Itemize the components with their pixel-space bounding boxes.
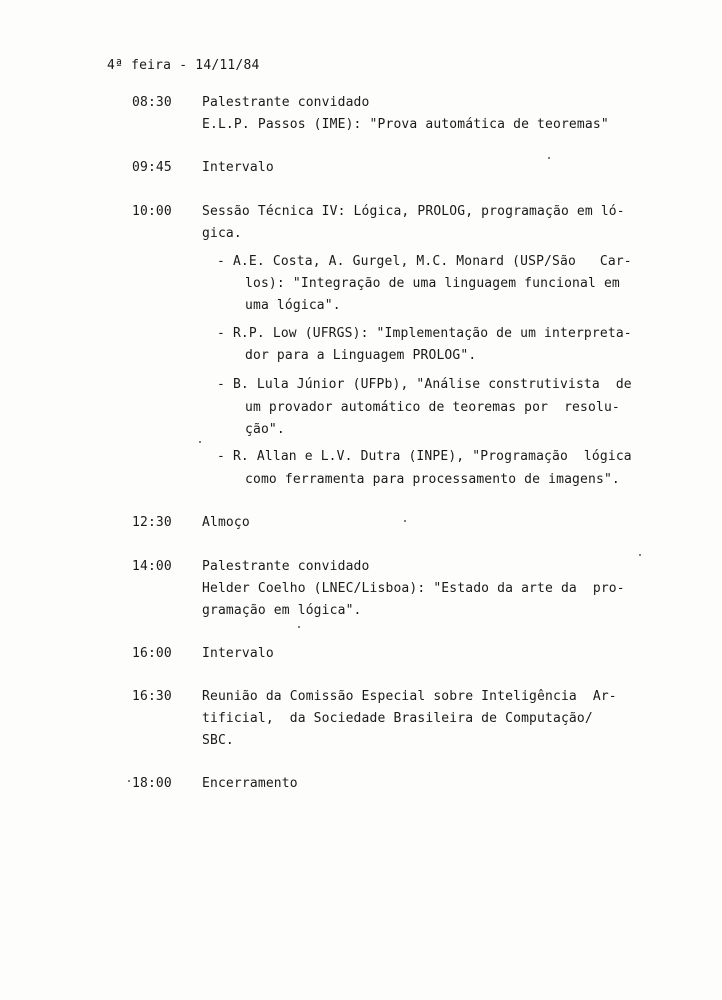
- talk-item-cont: um provador automático de teoremas por resolu-: [245, 400, 620, 415]
- scan-speck: [298, 626, 300, 628]
- talk-item: - R. Allan e L.V. Dutra (INPE), "Programação lógica: [217, 449, 632, 464]
- time-1400: 14:00: [132, 559, 172, 574]
- session-title-cont: tificial, da Sociedade Brasileira de Computação/: [202, 711, 593, 726]
- talk-item-cont: dor para a Linguagem PROLOG".: [245, 348, 477, 363]
- talk-item-cont: uma lógica".: [245, 298, 341, 313]
- session-title-cont: gica.: [202, 226, 242, 241]
- time-1800: 18:00: [132, 776, 172, 791]
- talk-item-cont: ção".: [245, 422, 285, 437]
- time-1630: 16:30: [132, 689, 172, 704]
- session-detail: E.L.P. Passos (IME): "Prova automática de teoremas": [202, 117, 609, 132]
- talk-item: - B. Lula Júnior (UFPb), "Análise construtivista de: [217, 377, 632, 392]
- time-0830: 08:30: [132, 95, 172, 110]
- session-detail: Helder Coelho (LNEC/Lisboa): "Estado da arte da pro-: [202, 581, 625, 596]
- scan-speck: [199, 441, 201, 443]
- session-title: Encerramento: [202, 776, 298, 791]
- session-title: Palestrante convidado: [202, 559, 370, 574]
- talk-item: - A.E. Costa, A. Gurgel, M.C. Monard (USP/São Car-: [217, 254, 632, 269]
- session-detail-cont: gramação em lógica".: [202, 603, 362, 618]
- page-heading: 4ª feira - 14/11/84: [107, 58, 260, 73]
- session-title: Sessão Técnica IV: Lógica, PROLOG, programação em ló-: [202, 204, 625, 219]
- scan-speck: [639, 554, 641, 556]
- time-1600: 16:00: [132, 646, 172, 661]
- session-title: Almoço: [202, 515, 250, 530]
- talk-item-cont: como ferramenta para processamento de imagens".: [245, 472, 620, 487]
- talk-item-cont: los): "Integração de uma linguagem funcional em: [245, 276, 620, 291]
- talk-item: - R.P. Low (UFRGS): "Implementação de um interpreta-: [217, 326, 632, 341]
- time-1230: 12:30: [132, 515, 172, 530]
- session-title: Palestrante convidado: [202, 95, 370, 110]
- scan-speck: [128, 780, 130, 782]
- time-0945: 09:45: [132, 160, 172, 175]
- session-title-cont: SBC.: [202, 733, 234, 748]
- session-title: Intervalo: [202, 646, 274, 661]
- scan-speck: [404, 520, 406, 522]
- scan-speck: [548, 157, 550, 159]
- time-1000: 10:00: [132, 204, 172, 219]
- session-title: Intervalo: [202, 160, 274, 175]
- session-title: Reunião da Comissão Especial sobre Inteligência Ar-: [202, 689, 617, 704]
